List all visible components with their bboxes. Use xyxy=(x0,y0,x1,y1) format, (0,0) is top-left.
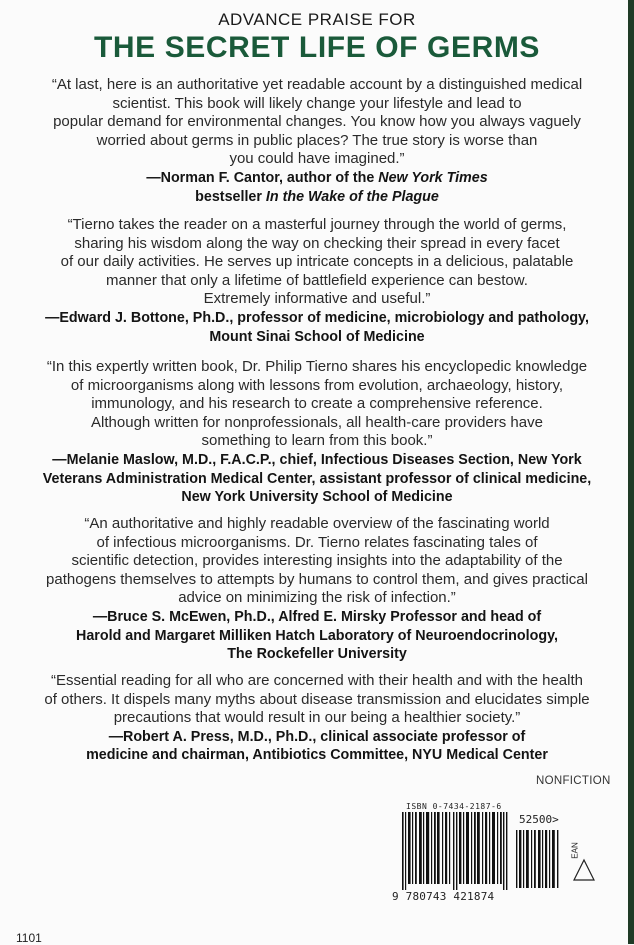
quote-line: of others. It dispels many myths about disease transmission and elucidates simple xyxy=(44,690,590,708)
quote-3-attribution: New York University School of Medicine xyxy=(181,489,453,506)
quote-line: pathogens themselves to attempts by humans to control them, and gives practical xyxy=(46,570,588,588)
addon-barcode xyxy=(516,830,562,890)
quote-line: worried about germs in public places? The true story is worse than xyxy=(96,131,538,149)
quote-line: Although written for nonprofessionals, all health-care providers have xyxy=(91,413,543,431)
quote-line: scientist. This book will likely change your lifestyle and lead to xyxy=(112,94,522,112)
quote-line: sharing his wisdom along the way on checking their spread in every facet xyxy=(74,234,560,252)
triangle-mark-icon xyxy=(572,858,596,882)
quote-5-attribution: medicine and chairman, Antibiotics Committee, NYU Medical Center xyxy=(86,747,548,764)
quote-1 xyxy=(30,76,604,206)
quote-line: immunology, and his research to create a comprehensive reference. xyxy=(91,395,543,413)
publication-name: New York Times xyxy=(378,169,488,186)
quote-1-text xyxy=(30,76,604,169)
quote-line: Extremely informative and useful.” xyxy=(203,290,431,308)
spine-edge xyxy=(628,0,634,944)
quote-3-attribution: —Melanie Maslow, M.D., F.A.C.P., chief, Infectious Diseases Section, New York xyxy=(52,451,582,468)
quote-line: “In this expertly written book, Dr. Philip Tierno shares his encyclopedic knowledge xyxy=(46,358,588,375)
quote-line: of microorganisms along with lessons from evolution, archaeology, history, xyxy=(70,376,564,394)
header xyxy=(0,9,634,65)
attribution-text: —Norman F. Cantor, author of the xyxy=(146,169,379,186)
quote-line: advice on minimizing the risk of infection.” xyxy=(178,589,456,607)
quote-line: you could have imagined.” xyxy=(229,150,405,168)
quote-line: “At last, here is an authoritative yet readable account by a distinguished medical xyxy=(51,76,583,93)
quote-line: manner that only a lifetime of battlefield experience can bestow. xyxy=(106,271,528,289)
quote-line: precautions that would result in our being a healthier society.” xyxy=(113,709,521,727)
quote-line: of infectious microorganisms. Dr. Tierno relates fascinating tales of xyxy=(96,533,538,551)
quote-5-text xyxy=(30,672,604,728)
ean-label: EAN xyxy=(570,842,580,859)
quote-2-attribution: —Edward J. Bottone, Ph.D., professor of medicine, microbiology and pathology, xyxy=(45,309,589,326)
quote-1-attribution-2 xyxy=(30,188,604,207)
quote-2-attribution: Mount Sinai School of Medicine xyxy=(209,328,425,345)
quote-line: “Tierno takes the reader on a masterful journey through the world of germs, xyxy=(67,216,567,233)
quote-3-attribution: Veterans Administration Medical Center, assistant professor of clinical medicine, xyxy=(42,470,592,487)
quote-4-attribution: —Bruce S. McEwen, Ph.D., Alfred E. Mirsky Professor and head of xyxy=(92,608,542,625)
isbn-number: ISBN 0-7434-2187-6 xyxy=(406,802,502,811)
attribution-text: bestseller xyxy=(195,188,266,205)
quote-3-text xyxy=(30,358,604,451)
quote-3 xyxy=(30,358,604,507)
quote-5 xyxy=(30,672,604,765)
quote-5-attribution: —Robert A. Press, M.D., Ph.D., clinical associate professor of xyxy=(108,728,526,745)
quote-line: of our daily activities. He serves up intricate concepts in a delicious, palatable xyxy=(60,253,574,271)
print-code: 1101 xyxy=(16,931,42,945)
category-label: NONFICTION xyxy=(536,775,611,787)
quote-line: scientific detection, provides interesting insights into the adaptability of the xyxy=(71,552,563,570)
quote-4-attribution: Harold and Margaret Milliken Hatch Laboratory of Neuroendocrinology, xyxy=(76,627,558,644)
book-title: THE SECRET LIFE OF GERMS xyxy=(93,31,541,64)
addon-bars xyxy=(516,830,558,888)
quote-1-attribution xyxy=(30,169,604,188)
barcode-bars xyxy=(402,812,507,890)
quote-4-text xyxy=(30,515,604,608)
price-code: 52500> xyxy=(519,813,559,826)
quote-line: popular demand for environmental changes. You know how you always vaguely xyxy=(53,113,581,131)
quote-2-text xyxy=(30,216,604,309)
book-name: In the Wake of the Plague xyxy=(265,188,439,205)
quote-2 xyxy=(30,216,604,346)
quote-4-attribution: The Rockefeller University xyxy=(227,646,407,663)
quote-line: “Essential reading for all who are concerned with their health and with the health xyxy=(51,672,583,689)
quote-4 xyxy=(30,515,604,664)
ean-digits: 9 780743 421874 xyxy=(392,890,495,903)
ean-barcode xyxy=(402,812,512,892)
advance-praise-kicker: ADVANCE PRAISE FOR xyxy=(218,10,416,29)
quote-line: something to learn from this book.” xyxy=(201,432,433,450)
quote-line: “An authoritative and highly readable overview of the fascinating world xyxy=(84,515,550,532)
